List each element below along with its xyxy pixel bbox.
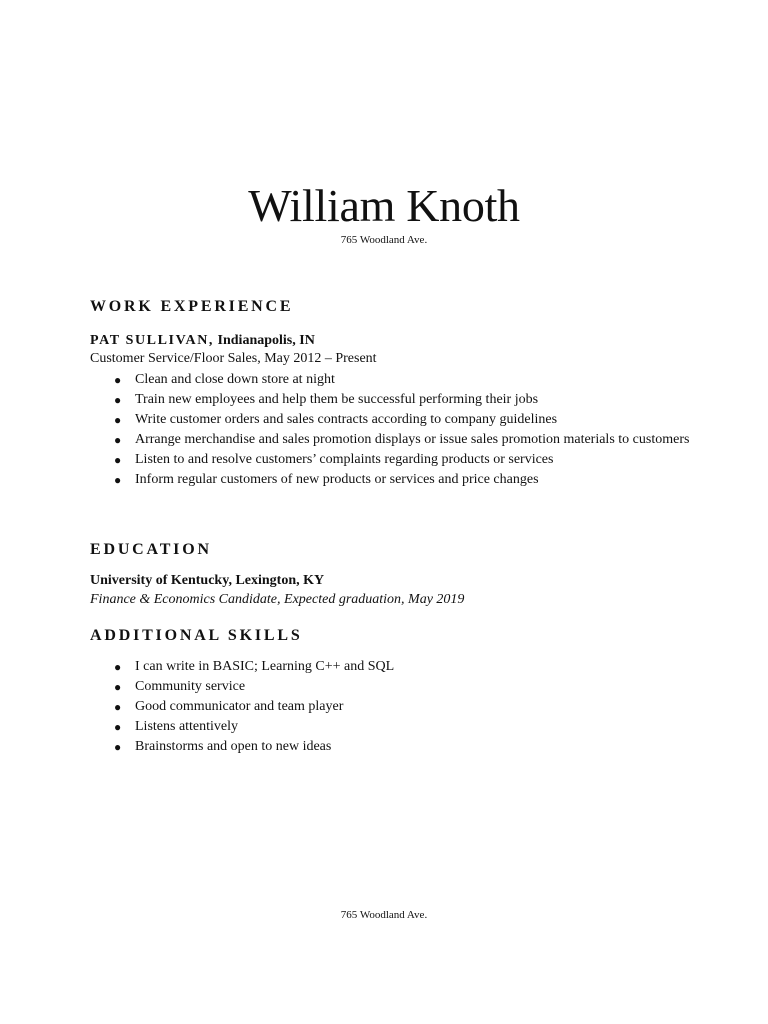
list-item-text: Inform regular customers of new products or services and price changes (135, 472, 539, 487)
list-item-text: Train new employees and help them be successful performing their jobs (135, 392, 539, 407)
list-item-text: Community service (135, 679, 246, 694)
bullet-icon: ● (114, 453, 122, 467)
skills-bullet-list (90, 657, 725, 757)
list-item-text: Listens attentively (135, 719, 239, 734)
list-item-text: Brainstorms and open to new ideas (135, 739, 332, 754)
bullet-icon: ● (114, 720, 122, 734)
employer-line (90, 332, 315, 350)
job-role: Customer Service/Floor Sales, May 2012 – Present (90, 351, 377, 366)
employer-location: Indianapolis, IN (217, 333, 315, 348)
list-item (90, 657, 725, 677)
list-item (90, 697, 725, 717)
list-item (90, 370, 725, 390)
education-detail: Finance & Economics Candidate, Expected graduation, May 2019 (90, 592, 465, 607)
bullet-icon: ● (114, 393, 122, 407)
school-name: University of Kentucky, Lexington, KY (90, 573, 325, 588)
list-item (90, 717, 725, 737)
work-bullet-list (90, 370, 725, 490)
resume-name: William Knoth (248, 180, 520, 231)
employer-name: PAT SULLIVAN, (90, 333, 215, 348)
list-item (90, 470, 725, 490)
list-item (90, 410, 725, 430)
list-item (90, 430, 725, 450)
bullet-icon: ● (114, 373, 122, 387)
list-item-text: Good communicator and team player (135, 699, 344, 714)
list-item (90, 737, 725, 757)
header-address: 765 Woodland Ave. (340, 234, 428, 246)
list-item-text: Arrange merchandise and sales promotion displays or issue sales promotion materials to customers (135, 432, 690, 447)
list-item (90, 450, 725, 470)
list-item-text: I can write in BASIC; Learning C++ and SQL (135, 659, 395, 674)
footer-address: 765 Woodland Ave. (340, 909, 428, 921)
list-item-text: Clean and close down store at night (135, 372, 335, 387)
list-item (90, 677, 725, 697)
education-heading: EDUCATION (90, 541, 212, 558)
additional-skills-heading: ADDITIONAL SKILLS (90, 627, 303, 644)
bullet-icon: ● (114, 413, 122, 427)
bullet-icon: ● (114, 680, 122, 694)
work-experience-heading: WORK EXPERIENCE (90, 298, 294, 315)
list-item-text: Write customer orders and sales contracts according to company guidelines (135, 412, 558, 427)
list-item (90, 390, 725, 410)
bullet-icon: ● (114, 473, 122, 487)
bullet-icon: ● (114, 660, 122, 674)
bullet-icon: ● (114, 433, 122, 447)
list-item-text: Listen to and resolve customers’ complaints regarding products or services (135, 452, 554, 467)
bullet-icon: ● (114, 700, 122, 714)
bullet-icon: ● (114, 740, 122, 754)
